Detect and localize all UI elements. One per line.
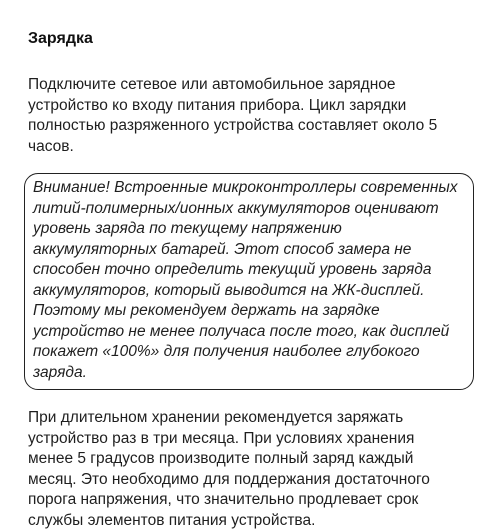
storage-paragraph: При длительном хранении рекомендуется заряжать устройство раз в три месяца. При условиях хранения менее 5 градусов производите полный заряд каждый месяц. Это необходимо для поддержания достаточного порога напряжения, что значительно продлевает срок службы элементов питания устройства. — [28, 409, 430, 529]
section-title: Зарядка — [28, 30, 93, 47]
charging-intro-paragraph: Подключите сетевое или автомобильное зарядное устройство ко входу питания прибора. Цикл зарядки полностью разряженного устройства составляет около 5 часов. — [28, 76, 438, 155]
warning-text: Внимание! Встроенные микроконтроллеры современных литий-полимерных/ионных аккумуляторов оценивают уровень заряда по текущему напряжению аккумуляторных батарей. Этот способ замера не способен точно определить текущий уровень заряда аккумуляторов, который выводится на ЖК-дисплей. Поэтому мы рекомендуем держать на зарядке устройство не менее получаса после того, как дисплей покажет «100%» для получения наиболее глубокого заряда. — [33, 179, 458, 381]
warning-box — [24, 173, 474, 390]
